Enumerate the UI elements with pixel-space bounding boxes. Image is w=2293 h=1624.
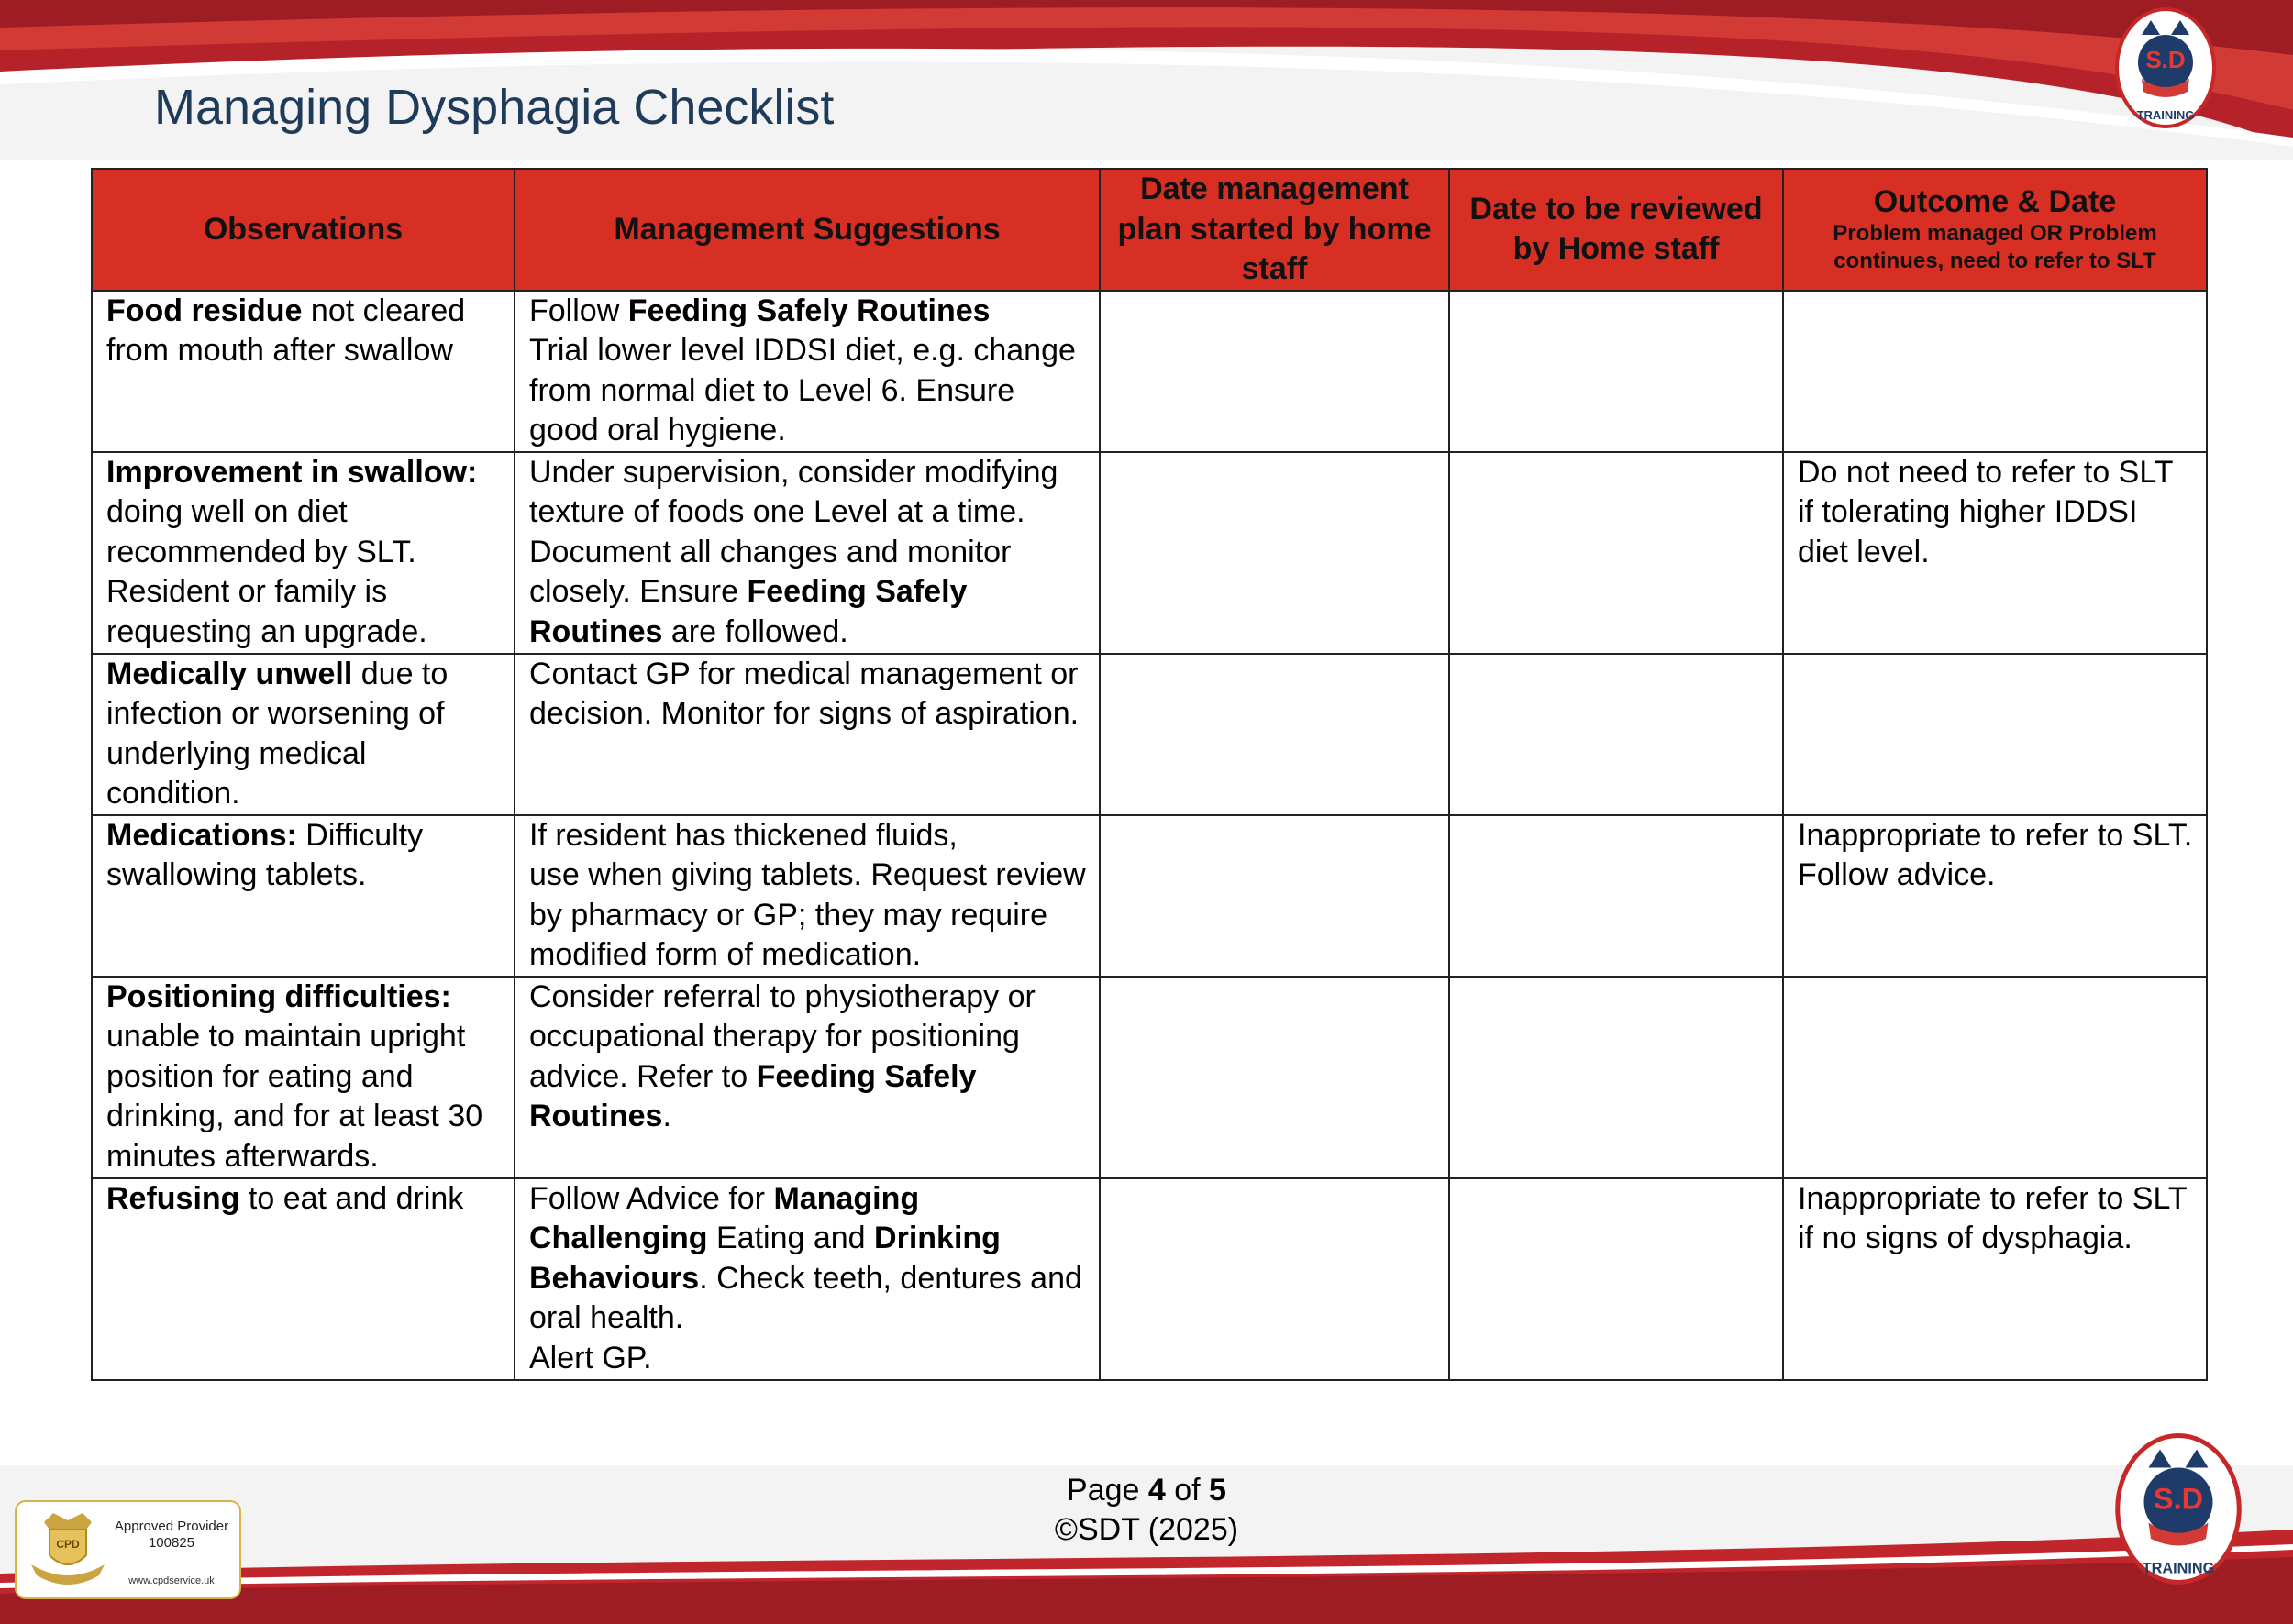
- page-of: of: [1165, 1473, 1210, 1508]
- outcome-cell[interactable]: [1783, 977, 2207, 1178]
- observation-text: Difficulty swallowing tablets.: [106, 817, 424, 892]
- outcome-cell[interactable]: [1783, 654, 2207, 815]
- cpd-line1: Approved Provider: [114, 1519, 229, 1534]
- outcome-cell[interactable]: [1783, 291, 2207, 452]
- observation-cell: [92, 654, 515, 815]
- management-text: . Check teeth, dentures and oral health.: [529, 1260, 1082, 1335]
- logo-text: S.D: [2153, 1482, 2204, 1516]
- date-started-cell[interactable]: [1100, 654, 1449, 815]
- management-text: .: [662, 1099, 671, 1133]
- date-review-cell[interactable]: [1449, 977, 1783, 1178]
- management-text: Follow: [529, 293, 628, 328]
- date-started-cell[interactable]: [1100, 1178, 1449, 1380]
- observation-cell: [92, 815, 515, 977]
- header-date-review: Date to be reviewed by Home staff: [1449, 169, 1783, 291]
- page-number: [0, 1471, 2293, 1510]
- management-cell: [515, 452, 1100, 654]
- observation-cell: [92, 452, 515, 654]
- management-text: If resident has thickened fluids,: [529, 817, 958, 853]
- dysphagia-checklist-table: [91, 168, 2208, 1381]
- cpd-text: [105, 1519, 238, 1552]
- header-management-suggestions: Management Suggestions: [515, 169, 1100, 291]
- sd-training-logo: [2114, 1433, 2243, 1594]
- management-text: Alert GP.: [529, 1340, 652, 1375]
- management-text: use when giving tablets. Request review by pharmacy or GP; they may require modified form of medication.: [529, 857, 1086, 972]
- management-emphasis: Feeding Safely Routines: [529, 574, 968, 649]
- cpd-emblem-text: CPD: [56, 1538, 80, 1551]
- date-started-cell[interactable]: [1100, 452, 1449, 654]
- management-text: Follow Advice for: [529, 1180, 774, 1216]
- footer-page-info: [0, 1471, 2293, 1550]
- sd-training-logo: [2114, 7, 2217, 136]
- header-outcome: [1783, 169, 2207, 291]
- management-cell: Contact GP for medical management or decision. Monitor for signs of aspiration.: [515, 654, 1100, 815]
- copyright: ©SDT (2025): [1054, 1512, 1239, 1547]
- header-outcome-title: Outcome & Date: [1873, 184, 2117, 220]
- cpd-approved-provider-badge: [15, 1500, 241, 1599]
- header-observations: Observations: [92, 169, 515, 291]
- observation-lead: Refusing: [106, 1180, 240, 1216]
- date-review-cell[interactable]: [1449, 654, 1783, 815]
- observation-text: not cleared from mouth after swallow: [106, 293, 466, 368]
- management-emphasis: Managing Challenging: [529, 1180, 920, 1255]
- management-cell: [515, 815, 1100, 977]
- outcome-cell[interactable]: Inappropriate to refer to SLT if no signs of dysphagia.: [1783, 1178, 2207, 1380]
- management-emphasis: Drinking Behaviours: [529, 1221, 1001, 1296]
- page-total: 5: [1209, 1473, 1226, 1508]
- header-date-started: Date management plan started by home staff: [1100, 169, 1449, 291]
- header-outcome-subtitle: Problem managed OR Problem continues, need to refer to SLT: [1833, 221, 2157, 274]
- page-prefix: Page: [1067, 1473, 1148, 1508]
- management-text: Trial lower level IDDSI diet, e.g. change from normal diet to Level 6. Ensure good oral hygiene.: [529, 333, 1076, 447]
- date-started-cell[interactable]: [1100, 977, 1449, 1178]
- cpd-url: www.cpdservice.uk: [128, 1575, 215, 1586]
- observation-cell: [92, 291, 515, 452]
- management-emphasis: Feeding Safely Routines: [529, 1058, 977, 1133]
- outcome-cell[interactable]: Do not need to refer to SLT if tolerating higher IDDSI diet level.: [1783, 452, 2207, 654]
- table-row: [92, 654, 2207, 815]
- observation-text: unable to maintain upright position for eating and drinking, and for at least 30 minutes afterwards.: [106, 1019, 483, 1174]
- observation-text: due to infection or worsening of underlying medical condition.: [106, 656, 449, 811]
- observation-text: to eat and drink: [239, 1180, 464, 1216]
- observation-lead: Positioning difficulties:: [106, 978, 451, 1014]
- management-cell: [515, 1178, 1100, 1380]
- observation-lead: Medications:: [106, 817, 297, 853]
- management-cell: [515, 977, 1100, 1178]
- management-text: are followed.: [662, 613, 848, 649]
- observation-cell: [92, 977, 515, 1178]
- cpd-crest-icon: [26, 1509, 110, 1592]
- date-started-cell[interactable]: [1100, 815, 1449, 977]
- observation-lead: Medically unwell: [106, 656, 353, 691]
- management-cell: [515, 291, 1100, 452]
- page-title: Managing Dysphagia Checklist: [154, 80, 835, 135]
- management-emphasis: Feeding Safely Routines: [627, 293, 991, 328]
- observation-lead: Food residue: [106, 293, 303, 328]
- table-row: [92, 452, 2207, 654]
- date-review-cell[interactable]: [1449, 452, 1783, 654]
- date-review-cell[interactable]: [1449, 1178, 1783, 1380]
- date-review-cell[interactable]: [1449, 291, 1783, 452]
- observation-text: doing well on diet recommended by SLT. Resident or family is requesting an upgrade.: [106, 494, 427, 649]
- table-row: [92, 977, 2207, 1178]
- management-text: Eating and: [707, 1221, 875, 1255]
- outcome-cell[interactable]: Inappropriate to refer to SLT. Follow advice.: [1783, 815, 2207, 977]
- logo-subtext: TRAINING: [2136, 108, 2195, 122]
- observation-lead: Improvement in swallow:: [106, 454, 478, 490]
- date-review-cell[interactable]: [1449, 815, 1783, 977]
- table-row: [92, 291, 2207, 452]
- logo-subtext: TRAINING: [2142, 1560, 2215, 1577]
- cpd-line2: 100825: [148, 1535, 195, 1551]
- observation-cell: [92, 1178, 515, 1380]
- page-current: 4: [1147, 1473, 1166, 1508]
- date-started-cell[interactable]: [1100, 291, 1449, 452]
- management-text: Under supervision, consider modifying texture of foods one Level at a time. Document all changes and monitor closely. Ensure: [529, 454, 1058, 609]
- table-row: [92, 815, 2207, 977]
- logo-text: S.D: [2145, 46, 2186, 73]
- management-text: Consider referral to physiotherapy or occupational therapy for positioning advice. Refer to: [529, 978, 1036, 1094]
- table-row: [92, 1178, 2207, 1380]
- table-header-row: [92, 169, 2207, 291]
